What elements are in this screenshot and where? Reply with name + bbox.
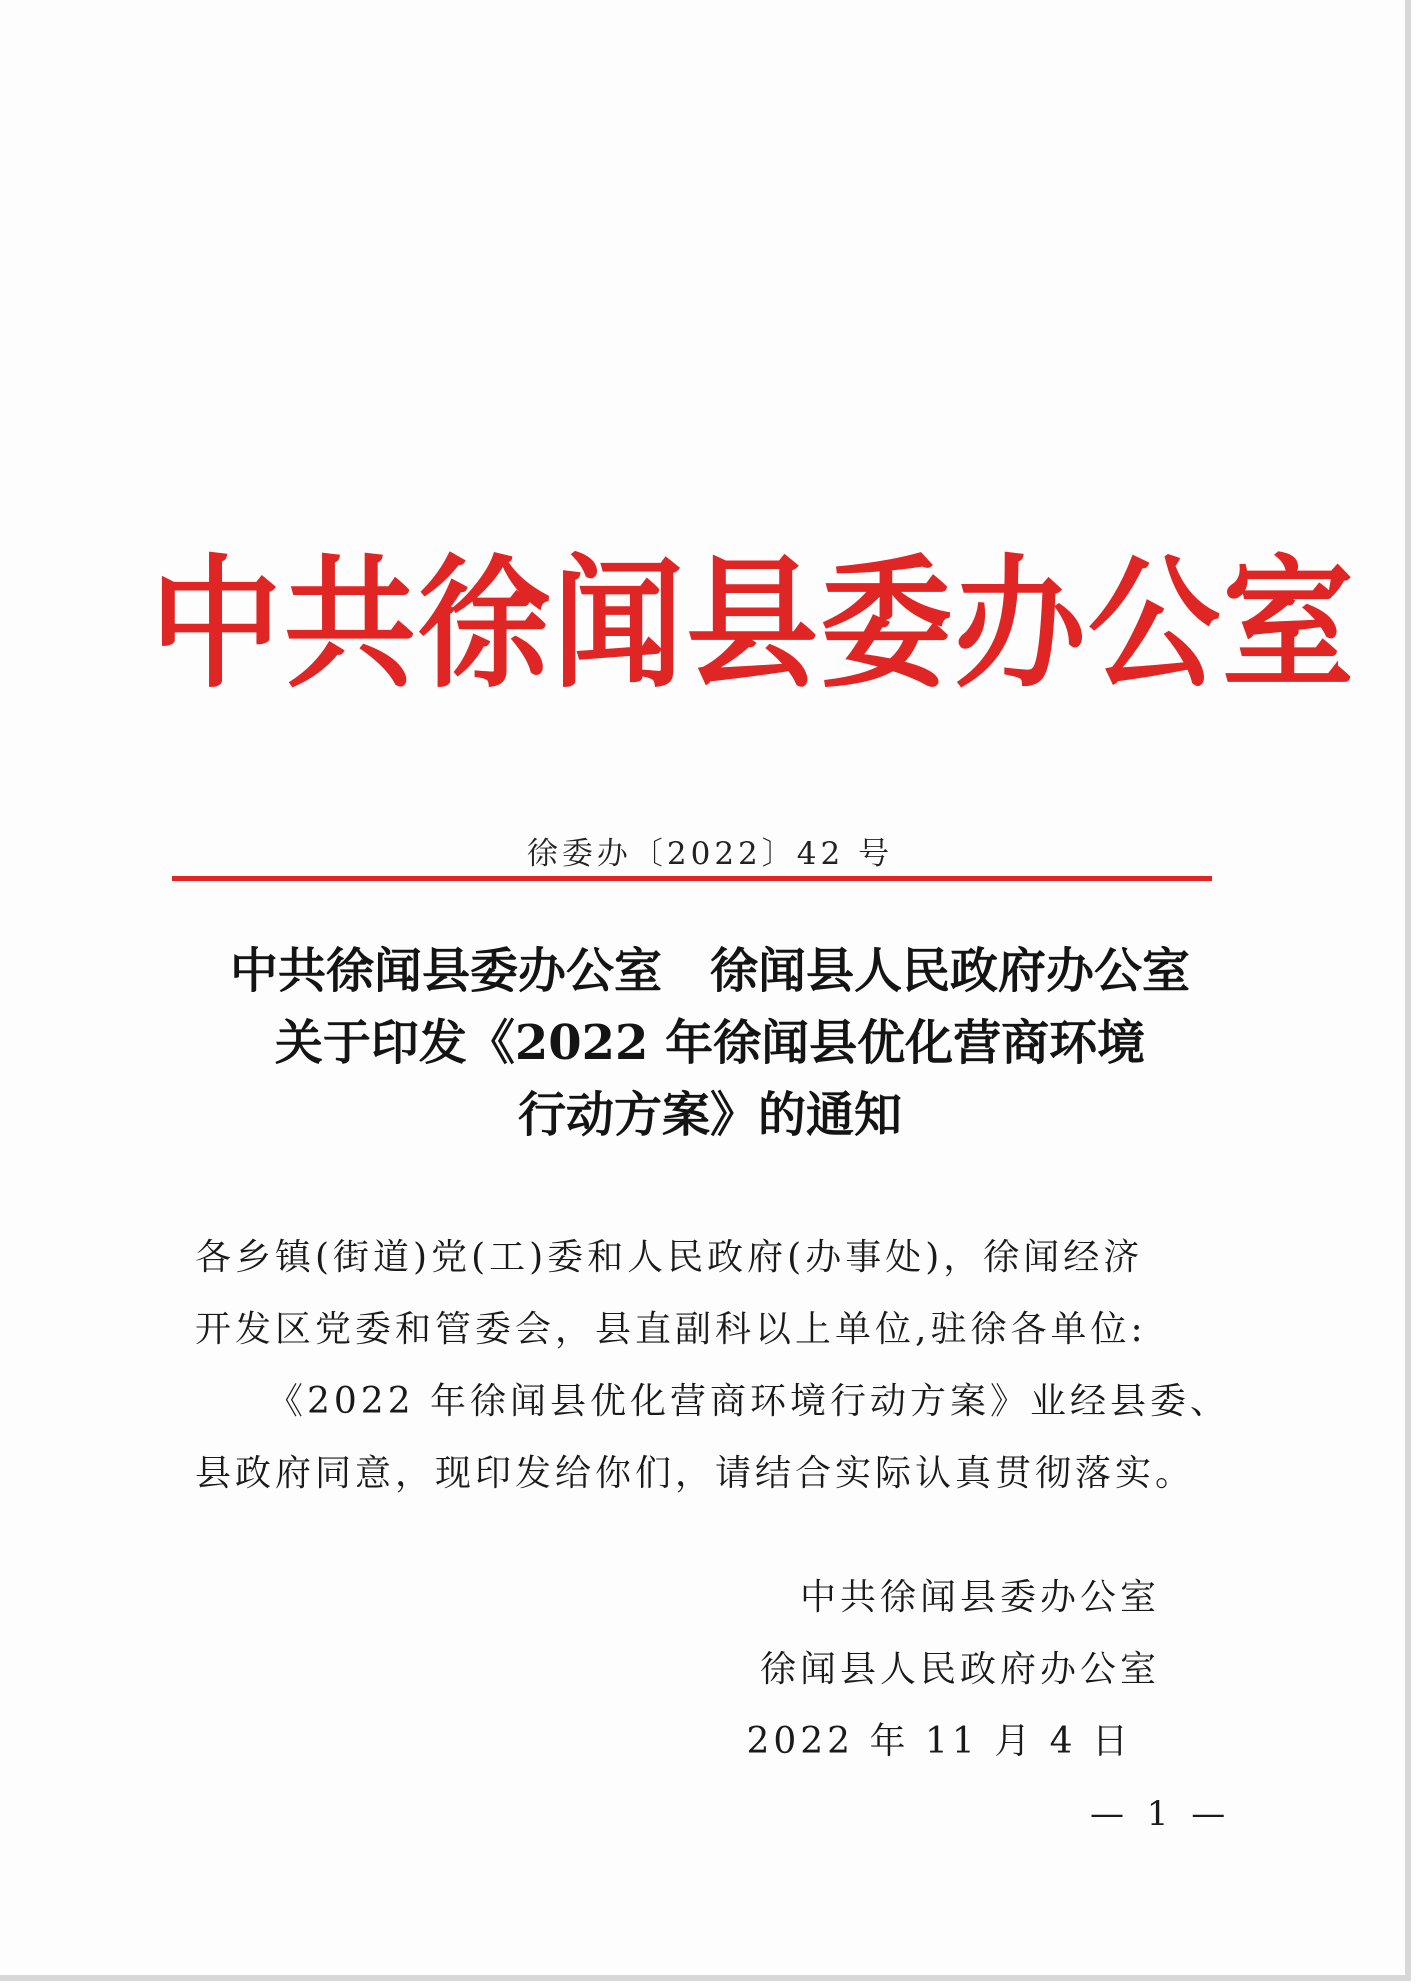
notice-body <box>195 1222 1235 1510</box>
issuer-government-office: 徐闻县人民政府办公室 <box>759 1649 1160 1690</box>
body-paragraph-line-1: 《2022 年徐闻县优化营商环境行动方案》业经县委、 <box>267 1381 1231 1422</box>
issue-date: 2022 年 11 月 4 日 <box>746 1721 1132 1762</box>
document-number: 徐委办〔2022〕42 号 <box>526 836 894 872</box>
red-separator-line <box>172 876 1212 881</box>
body-paragraph-line-2: 县政府同意，现印发给你们，请结合实际认真贯彻落实。 <box>195 1453 1196 1494</box>
page-number: — 1 — <box>1090 1794 1232 1834</box>
notice-title <box>150 935 1270 1151</box>
title-line-3: 行动方案》的通知 <box>517 1087 902 1143</box>
signature-block <box>720 1562 1160 1778</box>
addressee-line-1: 各乡镇(街道)党(工)委和人民政府(办事处)，徐闻经济 <box>195 1237 1144 1278</box>
title-line-1: 中共徐闻县委办公室 徐闻县人民政府办公室 <box>229 943 1190 999</box>
title-line-2: 关于印发《2022 年徐闻县优化营商环境 <box>274 1015 1146 1071</box>
addressee-line-2: 开发区党委和管委会，县直副科以上单位,驻徐各单位: <box>195 1309 1147 1350</box>
issuer-party-office: 中共徐闻县委办公室 <box>799 1577 1160 1618</box>
masthead-title: 中共徐闻县委办公室 <box>150 541 1356 709</box>
